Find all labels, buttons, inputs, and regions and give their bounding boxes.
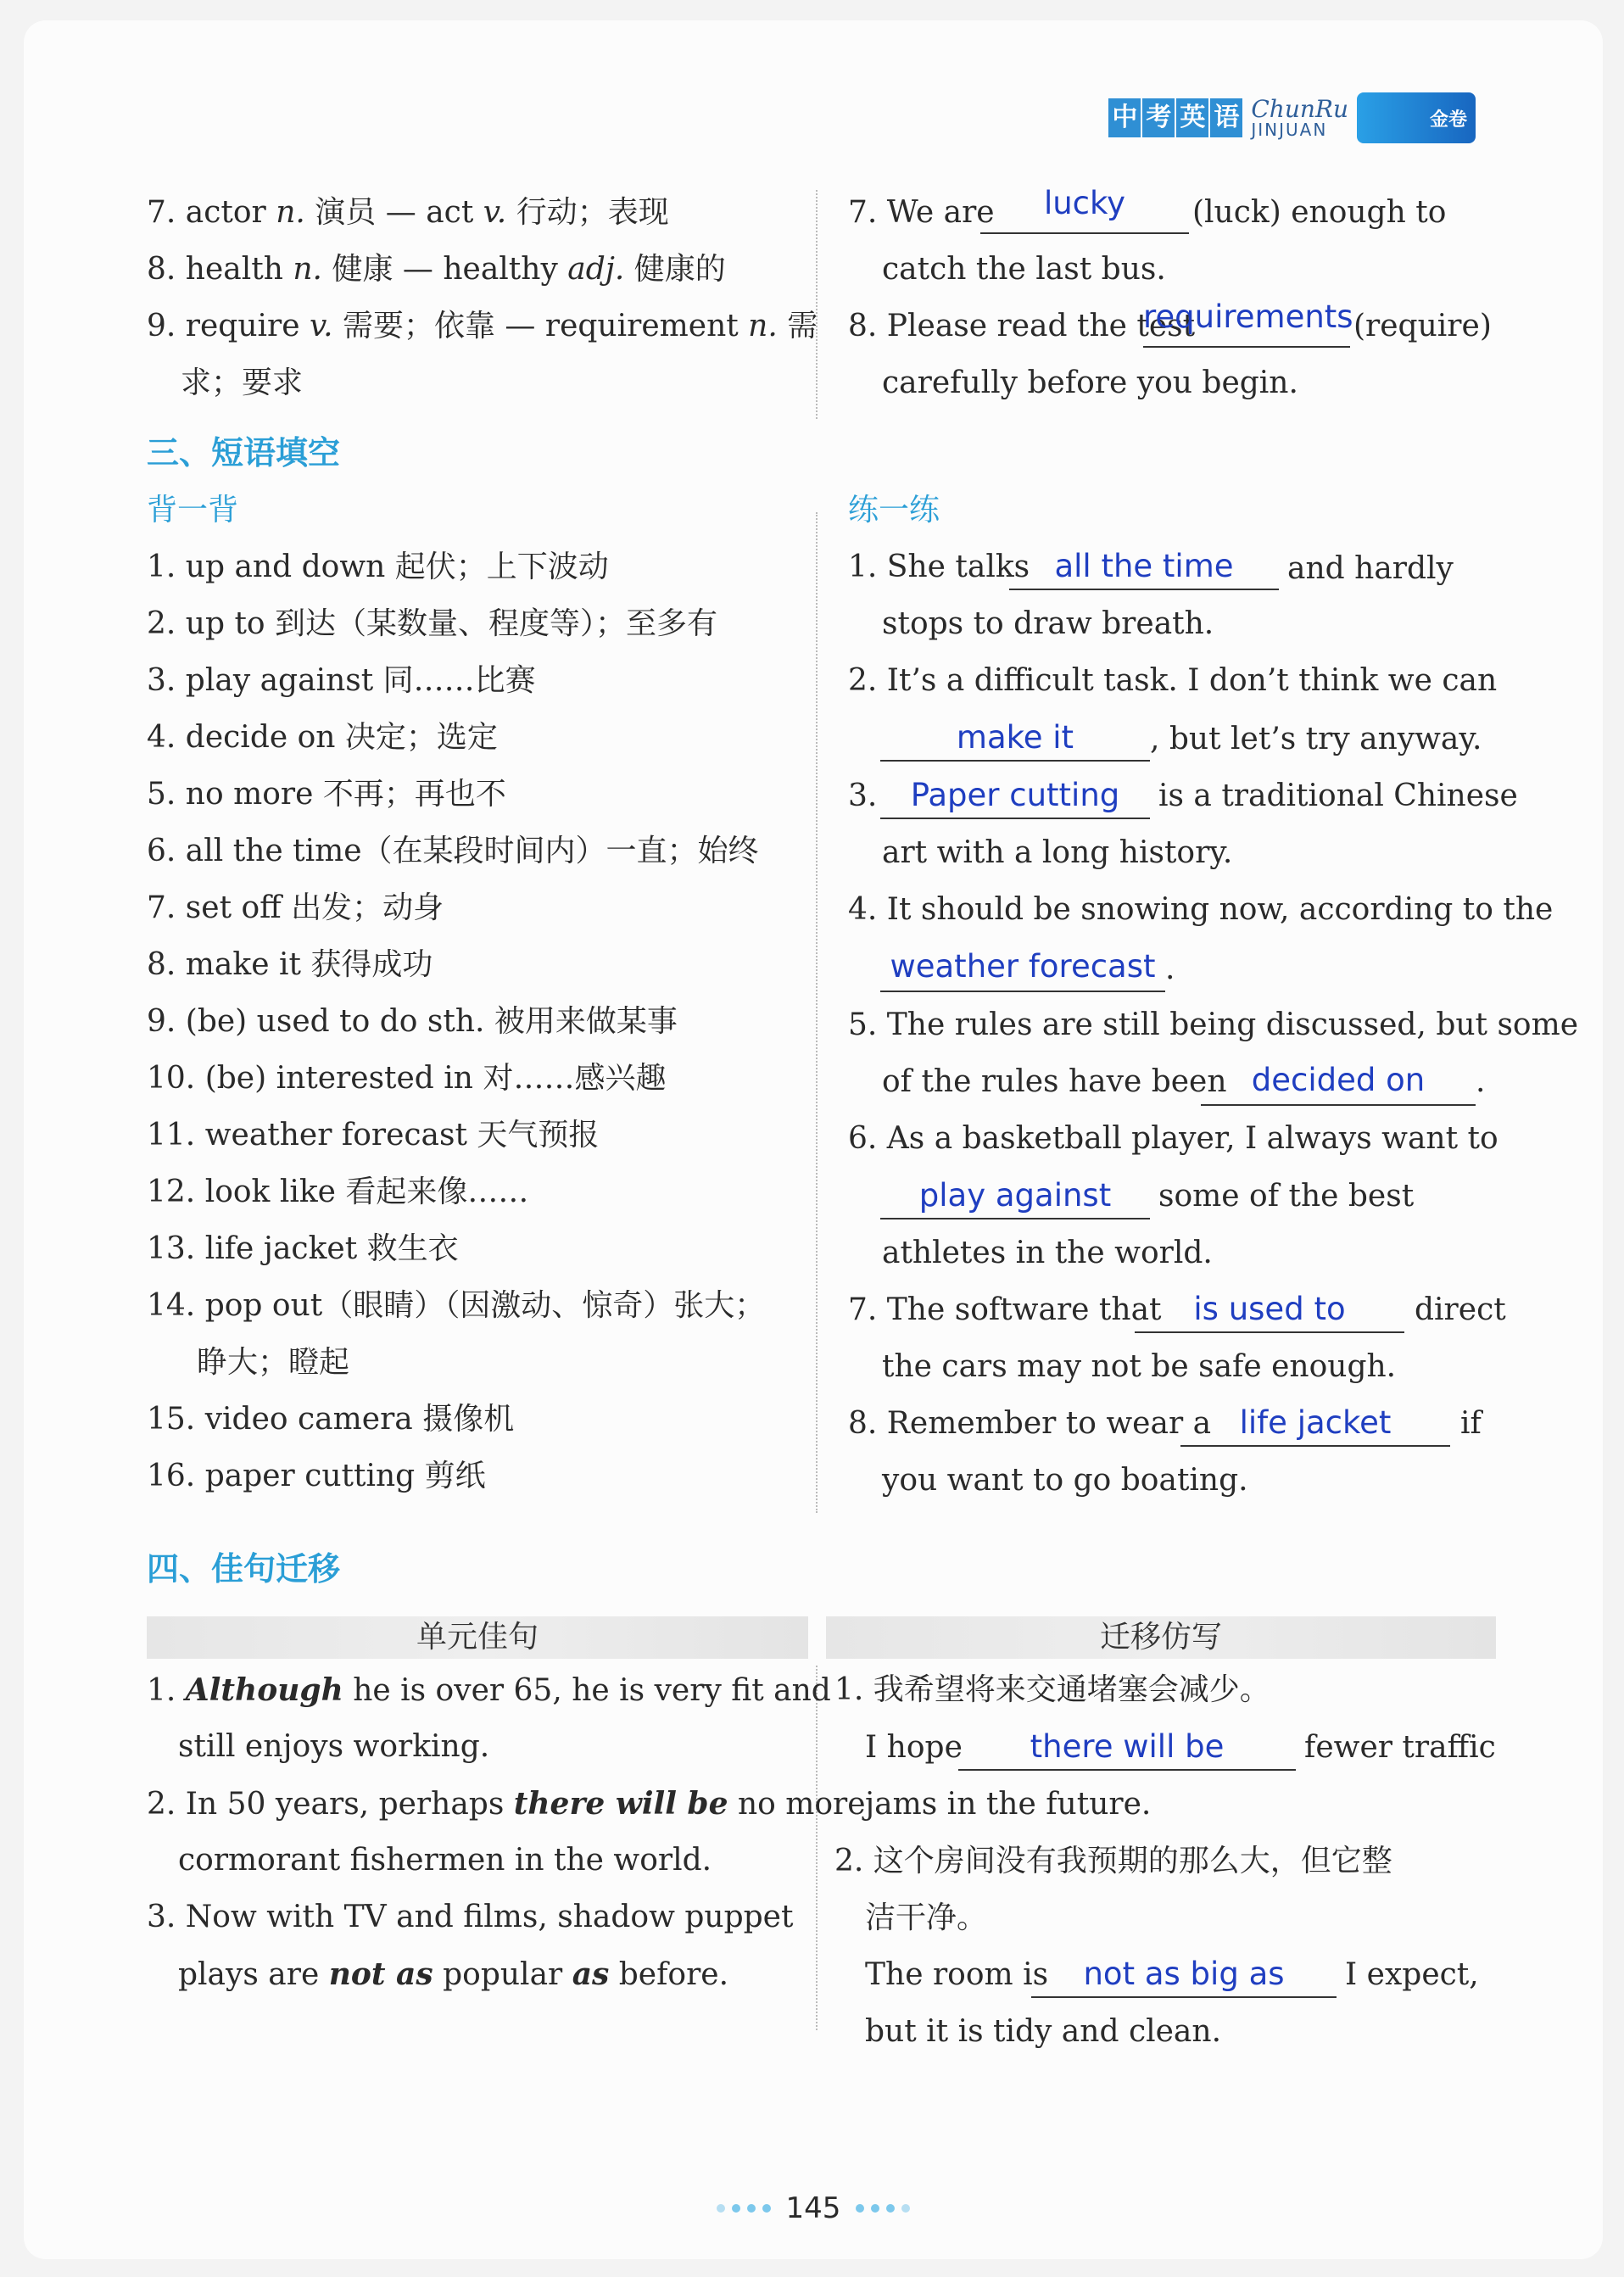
header-bar-label: 迁移仿写 (1099, 1620, 1222, 1655)
vocab-text: 需要；依靠 — requirement (332, 309, 749, 343)
phrase-item: 11. weather forecast 天气预报 (147, 1118, 600, 1152)
answer-text: requirements (1143, 299, 1353, 335)
practice-item-cont: you want to go boating. (882, 1463, 1248, 1498)
brand-char: 语 (1210, 98, 1242, 137)
sentence-text: before. (609, 1957, 729, 1992)
transfer-item-text: The room is (865, 1957, 1049, 1992)
phrase-item: 3. play against 同……比赛 (147, 663, 536, 698)
brand-title-boxes (1108, 98, 1244, 137)
answer-text: decided on (1251, 1062, 1426, 1098)
practice-item-tail: and hardly (1287, 551, 1454, 586)
vocab-item-8 (147, 250, 726, 289)
practice-item: 1. She talks (848, 550, 1030, 584)
practice-item: 3. (848, 779, 878, 813)
brand-char: 中 (1108, 98, 1141, 137)
vocab-text: 健康的 (624, 252, 726, 287)
answer-blank (958, 1769, 1296, 1771)
practice-q7: 7. We are (848, 195, 995, 230)
answer-blank (980, 232, 1189, 234)
answer-text: make it (956, 719, 1074, 756)
transfer-item-tail: I expect, (1345, 1957, 1479, 1992)
transfer-item-cont: jams in the future. (865, 1787, 1152, 1822)
vocab-text: 需 (777, 309, 818, 343)
column-divider (816, 1666, 818, 2030)
answer-blank (1135, 1331, 1404, 1333)
phrase-item: 10. (be) interested in 对……感兴趣 (147, 1061, 667, 1096)
decor-dot (717, 2204, 725, 2213)
sentence-text: popular (433, 1957, 572, 1992)
header-bar-right (826, 1616, 1496, 1659)
sentence-text: plays are (178, 1957, 329, 1992)
practice-item: 7. The software that (848, 1292, 1162, 1327)
answer-text: play against (918, 1177, 1112, 1214)
answer-blank (1009, 589, 1279, 590)
practice-q8-cont: carefully before you begin. (882, 366, 1298, 400)
vocab-text: 行动；表现 (506, 195, 669, 230)
phrase-item: 2. up to 到达（某数量、程度等）；至多有 (147, 606, 718, 641)
decor-dot (856, 2204, 864, 2213)
brand-logo (1357, 92, 1476, 143)
practice-q8-tail: (require) (1353, 309, 1492, 343)
vocab-pos: v. (483, 195, 507, 230)
answer-text: there will be (1030, 1728, 1225, 1765)
transfer-item: 1. 我希望将来交通堵塞会减少。 (834, 1672, 1270, 1707)
sentence-text: no more (728, 1787, 866, 1822)
sentence-item-cont: cormorant fishermen in the world. (178, 1843, 712, 1878)
phrase-item: 14. pop out（眼睛）（因激动、惊奇）张大； (147, 1288, 766, 1323)
answer-blank (880, 760, 1150, 762)
header-bar-left (147, 1616, 808, 1659)
section-title: 三、短语填空 (147, 434, 341, 472)
decor-dot (886, 2204, 895, 2213)
phrase-item: 13. life jacket 救生衣 (147, 1231, 459, 1266)
vocab-pos: n. (276, 195, 305, 230)
practice-item-tail: . (1476, 1064, 1486, 1099)
decor-dot (762, 2204, 771, 2213)
practice-item-cont: of the rules have been (882, 1064, 1227, 1099)
phrase-item: 6. all the time（在某段时间内）一直；始终 (147, 834, 759, 868)
section-title: 四、佳句迁移 (147, 1550, 341, 1588)
sentence-item: 3. Now with TV and films, shadow puppet (147, 1900, 794, 1934)
page-number-footer (24, 2191, 1603, 2225)
phrase-item: 15. video camera 摄像机 (147, 1402, 515, 1437)
practice-item-tail: some of the best (1158, 1179, 1415, 1214)
column-divider (816, 190, 818, 419)
practice-item-cont: the cars may not be safe enough. (882, 1349, 1397, 1384)
practice-item-cont: athletes in the world. (882, 1236, 1213, 1270)
sentence-text: 2. In 50 years, perhaps (147, 1787, 514, 1822)
vocab-pos: n. (293, 252, 322, 287)
vocab-text: 7. actor (147, 195, 276, 230)
brand-latin-line1: ChunRu (1251, 95, 1348, 123)
answer-text: life jacket (1239, 1404, 1392, 1441)
sentence-emphasis: there will be (513, 1786, 728, 1822)
answer-text: Paper cutting (910, 777, 1120, 813)
brand-char: 考 (1142, 98, 1175, 137)
vocab-pos: n. (748, 309, 778, 343)
vocab-pos: v. (310, 309, 333, 343)
answer-blank (880, 818, 1150, 819)
answer-blank (1180, 1445, 1450, 1447)
answer-text: weather forecast (890, 948, 1156, 985)
sentence-item-cont: still enjoys working. (178, 1729, 490, 1764)
vocab-pos: adj. (567, 252, 625, 287)
practice-q7-cont: catch the last bus. (882, 252, 1166, 287)
practice-item: 6. As a basketball player, I always want to (848, 1121, 1498, 1156)
sentence-text: 1. (147, 1673, 186, 1708)
answer-blank (880, 1218, 1150, 1219)
transfer-item: 2. 这个房间没有我预期的那么大，但它整 (834, 1844, 1392, 1878)
brand-latin-line2: JINJUAN (1251, 120, 1328, 140)
phrase-item: 5. no more 不再；再也不 (147, 777, 506, 812)
transfer-item-tail: fewer traffic (1304, 1730, 1496, 1765)
phrase-item: 16. paper cutting 剪纸 (147, 1459, 486, 1493)
brand-header (1108, 92, 1476, 144)
sentence-emphasis: as (572, 1956, 610, 1992)
subsection-title: 背一背 (147, 493, 239, 527)
brand-latin (1251, 95, 1348, 140)
phrase-item-cont: 睁大；瞪起 (197, 1345, 350, 1380)
vocab-text: 演员 — act (304, 195, 483, 230)
practice-item: 4. It should be snowing now, according to the (848, 892, 1554, 927)
practice-item-tail: direct (1415, 1292, 1506, 1327)
page (24, 20, 1603, 2259)
header-bar-label: 单元佳句 (416, 1620, 539, 1655)
phrase-item: 1. up and down 起伏；上下波动 (147, 550, 609, 584)
phrase-item: 8. make it 获得成功 (147, 947, 433, 982)
sentence-emphasis: not as (328, 1956, 433, 1992)
answer-text: is used to (1193, 1291, 1346, 1327)
decor-dot (747, 2204, 756, 2213)
practice-item: 5. The rules are still being discussed, but some (848, 1007, 1579, 1042)
vocab-text: 9. require (147, 309, 310, 343)
sentence-text: he is over 65, he is very fit and (343, 1673, 831, 1708)
column-divider (816, 512, 818, 1513)
vocab-text: 8. health (147, 252, 293, 287)
decor-dot (732, 2204, 740, 2213)
practice-item-tail: if (1460, 1406, 1482, 1441)
decor-dot (871, 2204, 879, 2213)
phrase-item: 9. (be) used to do sth. 被用来做某事 (147, 1004, 678, 1039)
practice-item-tail: , but let’s try anyway. (1150, 722, 1482, 756)
vocab-item-9-cont: 求；要求 (181, 366, 304, 400)
sentence-item (147, 1671, 831, 1711)
transfer-item-cont: but it is tidy and clean. (865, 2014, 1222, 2049)
phrase-item: 7. set off 出发；动身 (147, 890, 444, 925)
practice-item: 8. Remember to wear a (848, 1406, 1212, 1441)
answer-text: not as big as (1083, 1956, 1285, 1992)
practice-item-cont: art with a long history. (882, 835, 1233, 870)
page-number: 145 (785, 2191, 841, 2225)
practice-q8: 8. Please read the test (848, 309, 1196, 343)
vocab-item-7 (147, 193, 669, 232)
practice-item-tail: is a traditional Chinese (1158, 779, 1518, 813)
transfer-item-cont: 洁干净。 (865, 1900, 988, 1935)
sentence-item-cont (178, 1955, 728, 1995)
answer-blank (1031, 1996, 1337, 1998)
practice-item-cont: stops to draw breath. (882, 606, 1214, 641)
answer-blank (1143, 346, 1350, 348)
sentence-emphasis: Although (185, 1672, 343, 1708)
decor-dot (901, 2204, 910, 2213)
answer-text: all the time (1054, 548, 1234, 584)
vocab-text: 健康 — healthy (322, 252, 568, 287)
practice-q7-tail: (luck) enough to (1192, 195, 1447, 230)
subsection-title: 练一练 (848, 493, 940, 527)
practice-item: 2. It’s a difficult task. I don’t think we can (848, 663, 1498, 698)
sentence-item (147, 1784, 866, 1824)
phrase-item: 12. look like 看起来像…… (147, 1175, 529, 1209)
practice-item-tail: . (1165, 952, 1175, 986)
answer-blank (1201, 1104, 1476, 1106)
brand-char: 英 (1176, 98, 1208, 137)
phrase-item: 4. decide on 决定；选定 (147, 720, 498, 755)
answer-blank (880, 991, 1165, 992)
answer-text: lucky (1043, 185, 1126, 221)
vocab-item-9 (147, 307, 818, 346)
transfer-item-text: I hope (865, 1730, 963, 1765)
brand-logo-text: 金卷 (1429, 109, 1467, 131)
